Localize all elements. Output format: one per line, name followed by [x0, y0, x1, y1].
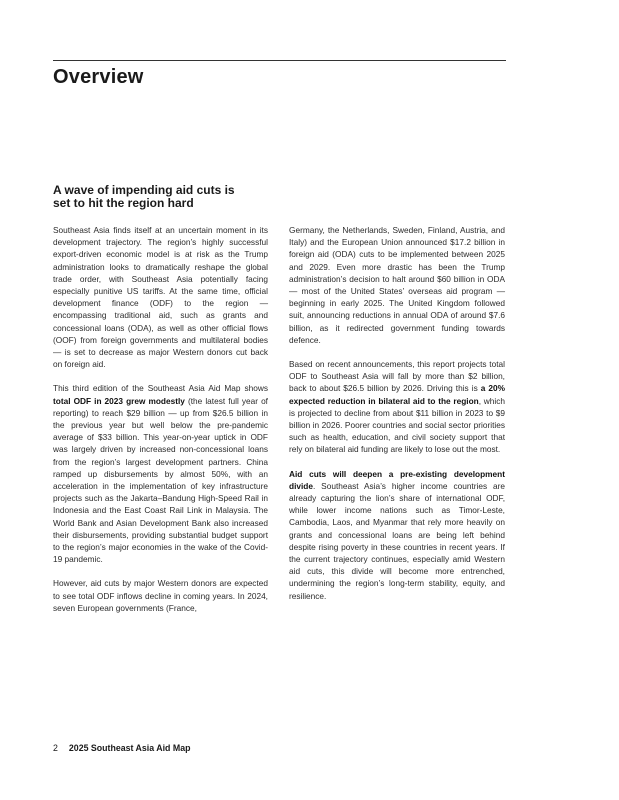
right-column: [289, 224, 505, 614]
paragraph: [53, 577, 268, 614]
paragraph-text: However, aid cuts by major Western donors are expected to see total ODF inflows decline in coming years. In 2024, seven European governments (France,: [53, 578, 268, 613]
paragraph-text: (the latest full year of reporting) to reach $29 billion — up from $26.5 billion in the previous year but well below the pre-pandemic average of $33 billion. This year-on-year uptick in ODF was largely driven by increased non-concessional loans from the region’s largest development partners. China ramped up disbursements by almost 50%, with an acceleration in the implementation of key infrastructure projects such as the Jakarta–Bandung High-Speed Rail in Indonesia and the East Coast Rail Link in Malaysia. The World Bank and Asian Development Bank also increased their disbursements, providing substantial budget support to the region’s major economies in the wake of the Covid-19 pandemic.: [53, 395, 268, 565]
emphasis: Aid cuts will deepen a pre-existing development divide: [289, 468, 505, 491]
section-heading: A wave of impending aid cuts is set to hit the region hard: [53, 183, 235, 210]
page-footer: [53, 743, 190, 753]
top-rule: [53, 60, 506, 61]
paragraph: [53, 382, 268, 565]
paragraph: [53, 224, 268, 370]
page-number: 2: [53, 743, 58, 753]
paragraph-text: , which is projected to decline from about $11 billion in 2023 to $9 billion in 2026. Poorer countries and social sector priorities such as health, education, and civil society support that rely on bilateral aid funding are likely to lose out the most.: [289, 395, 505, 455]
paragraph-text: . Southeast Asia’s higher income countries are already capturing the lion’s share of international ODF, while lower income nations such as Timor-Leste, Cambodia, Laos, and Myanmar that rely more heavily on grants and concessional loans are being left behind despite rising poverty in these countries in recent years. If the current trajectory continues, especially amid Western aid cuts, this divide will become more entrenched, undermining the region’s long-term stability, equity, and resilience.: [289, 480, 505, 601]
emphasis: total ODF in 2023 grew modestly: [53, 395, 185, 406]
paragraph: [289, 468, 505, 602]
paragraph-text: Germany, the Netherlands, Sweden, Finland, Austria, and Italy) and the European Union announced $17.2 billion in foreign aid (ODA) cuts to be implemented between 2025 and 2029. Even more drastic has been the Trump administration’s decision to halt around $60 billion in ODA — most of the United States’ overseas aid program — beginning in early 2025. The United Kingdom followed suit, announcing reductions in annual ODA of around $7.6 billion, as it redirected government funding towards defence.: [289, 225, 505, 345]
publication-title: 2025 Southeast Asia Aid Map: [68, 743, 191, 753]
paragraph-text: Southeast Asia finds itself at an uncertain moment in its development trajectory. The region’s highly successful export-driven economic model is at risk as the Trump administration looks to dramatically reshape the global trade order, with Southeast Asia potentially facing especially punitive US tariffs. At the same time, official development finance (ODF) to the region — encompassing traditional aid, such as grants and concessional loans (ODA), as well as other official flows (OOF) from foreign governments and multilateral bodies — is set to decrease as major Western donors cut back on foreign aid.: [53, 225, 268, 370]
paragraph-text: This third edition of the Southeast Asia Aid Map shows: [53, 383, 268, 394]
paragraph: [289, 224, 505, 346]
page-title: Overview: [53, 66, 144, 88]
emphasis: a 20% expected reduction in bilateral aid to the region: [289, 383, 506, 406]
paragraph-text: Based on recent announcements, this report projects total ODF to Southeast Asia will fall by more than $2 billion, back to about $26.5 billion by 2026. Driving this is: [289, 359, 505, 394]
paragraph: [289, 358, 505, 456]
left-column: [53, 224, 268, 626]
